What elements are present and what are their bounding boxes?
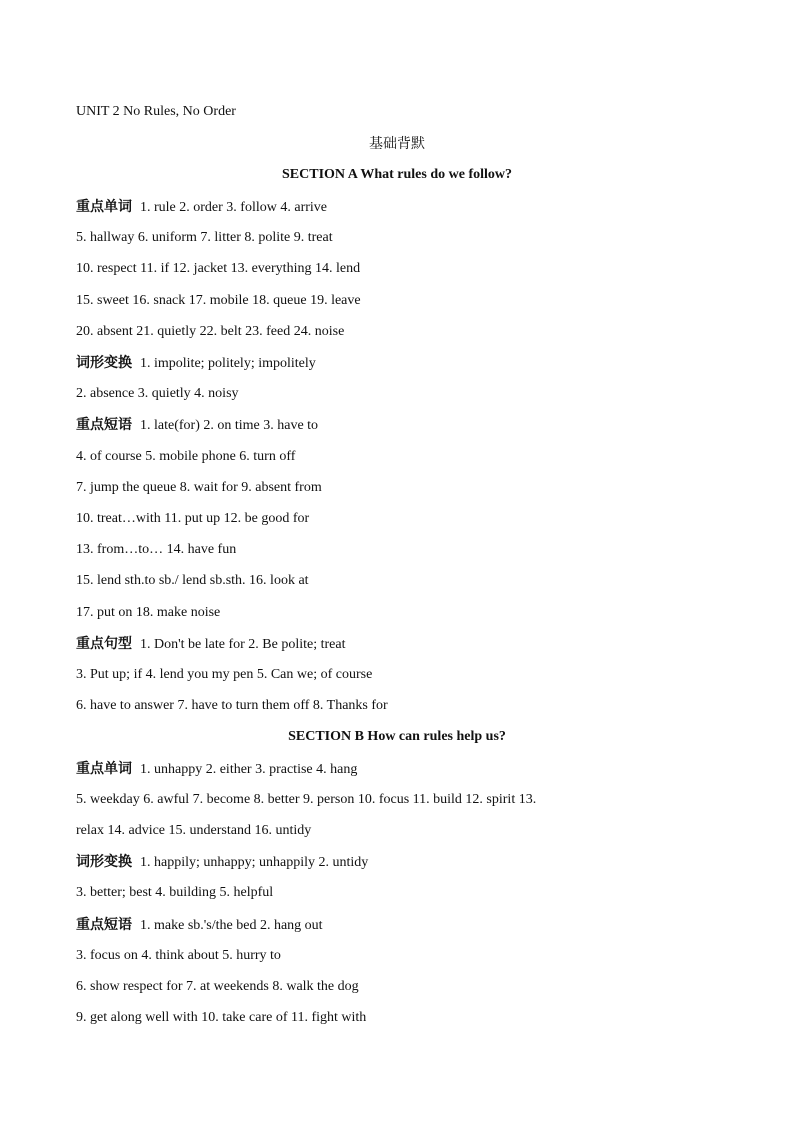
- section-a-sentence-line: [76, 635, 726, 654]
- section-a-vocab-text: 1. rule 2. order 3. follow 4. arrive: [140, 200, 327, 215]
- section-b-vocab-line: [76, 760, 726, 779]
- section-b-wordform-line: 3. better; best 4. building 5. helpful: [76, 885, 274, 900]
- section-a-phrase-line: 7. jump the queue 8. wait for 9. absent from: [76, 480, 322, 495]
- section-b-phrase-line: [76, 916, 726, 935]
- section-b-phrase-label: 重点短语: [76, 917, 132, 933]
- section-b-vocab-text: 1. unhappy 2. either 3. practise 4. hang: [140, 762, 358, 777]
- section-a-sentence-text: 1. Don't be late for 2. Be polite; treat: [140, 637, 346, 652]
- section-a-phrase-line: 15. lend sth.to sb./ lend sb.sth. 16. look at: [76, 573, 309, 588]
- section-b-phrase-line: 9. get along well with 10. take care of 11. fight with: [76, 1010, 367, 1025]
- unit-title: UNIT 2 No Rules, No Order: [76, 104, 236, 119]
- section-a-wordform-line: [76, 354, 726, 373]
- section-a-phrase-line: 13. from…to… 14. have fun: [76, 542, 237, 557]
- section-a-vocab-line: 5. hallway 6. uniform 7. litter 8. polite 9. treat: [76, 230, 333, 245]
- section-a-vocab-line: 20. absent 21. quietly 22. belt 23. feed 24. noise: [76, 324, 345, 339]
- section-a-vocab-line: 10. respect 11. if 12. jacket 13. everything 14. lend: [76, 261, 361, 276]
- section-a-wordform-line: 2. absence 3. quietly 4. noisy: [76, 386, 239, 401]
- section-b-title: SECTION B How can rules help us?: [288, 729, 506, 744]
- section-a-phrase-text: 1. late(for) 2. on time 3. have to: [140, 418, 319, 433]
- section-b-vocab-line: relax 14. advice 15. understand 16. untidy: [76, 823, 312, 838]
- section-b-phrase-line: 6. show respect for 7. at weekends 8. walk the dog: [76, 979, 359, 994]
- section-b-vocab-label: 重点单词: [76, 761, 132, 777]
- section-a-vocab-line: 15. sweet 16. snack 17. mobile 18. queue 19. leave: [76, 293, 361, 308]
- section-a-sentence-line: 6. have to answer 7. have to turn them off 8. Thanks for: [76, 698, 388, 713]
- section-a-wordform-text: 1. impolite; politely; impolitely: [140, 356, 316, 371]
- section-heading: 基础背默: [369, 136, 425, 152]
- section-b-phrase-line: 3. focus on 4. think about 5. hurry to: [76, 948, 281, 963]
- section-b-wordform-line: [76, 853, 726, 872]
- section-a-phrase-line: 10. treat…with 11. put up 12. be good for: [76, 511, 310, 526]
- section-a-phrase-label: 重点短语: [76, 417, 132, 433]
- section-b-vocab-line: 5. weekday 6. awful 7. become 8. better 9. person 10. focus 11. build 12. spirit 13.: [76, 792, 537, 807]
- section-a-sentence-line: 3. Put up; if 4. lend you my pen 5. Can we; of course: [76, 667, 373, 682]
- section-b-phrase-text: 1. make sb.'s/the bed 2. hang out: [140, 918, 323, 933]
- section-a-vocab-label: 重点单词: [76, 199, 132, 215]
- section-a-phrase-line: 17. put on 18. make noise: [76, 605, 221, 620]
- section-a-wordform-label: 词形变换: [76, 355, 132, 371]
- section-b-wordform-text: 1. happily; unhappy; unhappily 2. untidy: [140, 855, 369, 870]
- section-a-phrase-line: 4. of course 5. mobile phone 6. turn off: [76, 449, 296, 464]
- section-a-vocab-line: [76, 198, 726, 217]
- section-b-wordform-label: 词形变换: [76, 854, 132, 870]
- section-a-title: SECTION A What rules do we follow?: [282, 167, 512, 182]
- section-a-sentence-label: 重点句型: [76, 636, 132, 652]
- section-a-phrase-line: [76, 416, 726, 435]
